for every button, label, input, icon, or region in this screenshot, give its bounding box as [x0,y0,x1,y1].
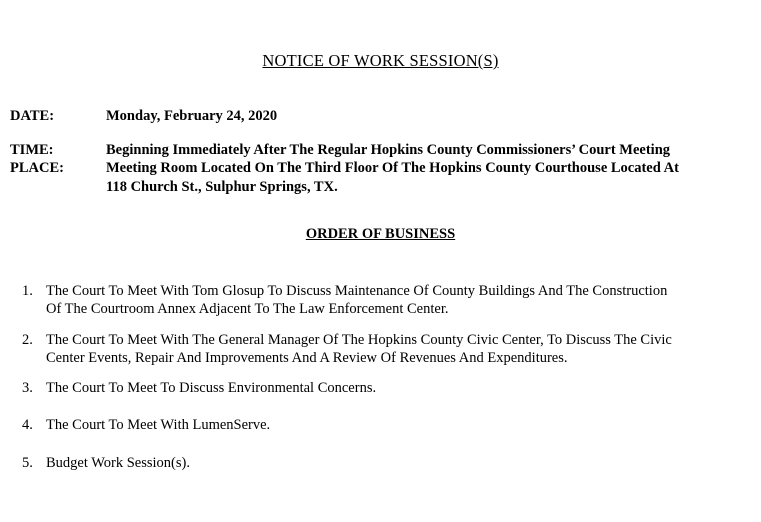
agenda-item-text [46,331,750,367]
agenda-item-line: Center Events, Repair And Improvements And A Review Of Revenues And Expenditures. [46,350,568,366]
date-value: Monday, February 24, 2020 [106,108,278,124]
agenda-item-line: Of The Courtroom Annex Adjacent To The Law Enforcement Center. [46,301,449,317]
agenda-item-line: The Court To Meet With Tom Glosup To Discuss Maintenance Of County Buildings And The Construction [46,283,668,299]
place-label: PLACE: [10,160,64,176]
date-label: DATE: [10,108,55,124]
agenda-item-text [46,454,750,472]
document-title: NOTICE OF WORK SESSION(S) [262,51,499,70]
agenda-item-number: 4. [22,417,33,433]
agenda-item-line: The Court To Meet With The General Manager Of The Hopkins County Civic Center, To Discuss The Civic [46,332,672,348]
order-of-business-heading: ORDER OF BUSINESS [305,226,456,242]
agenda-item-number: 3. [22,380,33,396]
agenda-item-text [46,282,750,318]
agenda-item-line: Budget Work Session(s). [46,455,190,471]
agenda-item-number: 1. [22,283,33,299]
agenda-item-text [46,379,750,397]
agenda-item-line: The Court To Meet With LumenServe. [46,417,271,433]
place-value-line2: 118 Church St., Sulphur Springs, TX. [106,179,338,195]
agenda-item-line: The Court To Meet To Discuss Environmental Concerns. [46,380,377,396]
agenda-item-number: 2. [22,332,33,348]
time-label: TIME: [10,142,54,158]
agenda-item-text [46,416,750,434]
agenda-item-number: 5. [22,455,33,471]
place-value-line1: Meeting Room Located On The Third Floor Of The Hopkins County Courthouse Located At [106,160,679,176]
time-value: Beginning Immediately After The Regular Hopkins County Commissioners’ Court Meeting [106,142,671,158]
